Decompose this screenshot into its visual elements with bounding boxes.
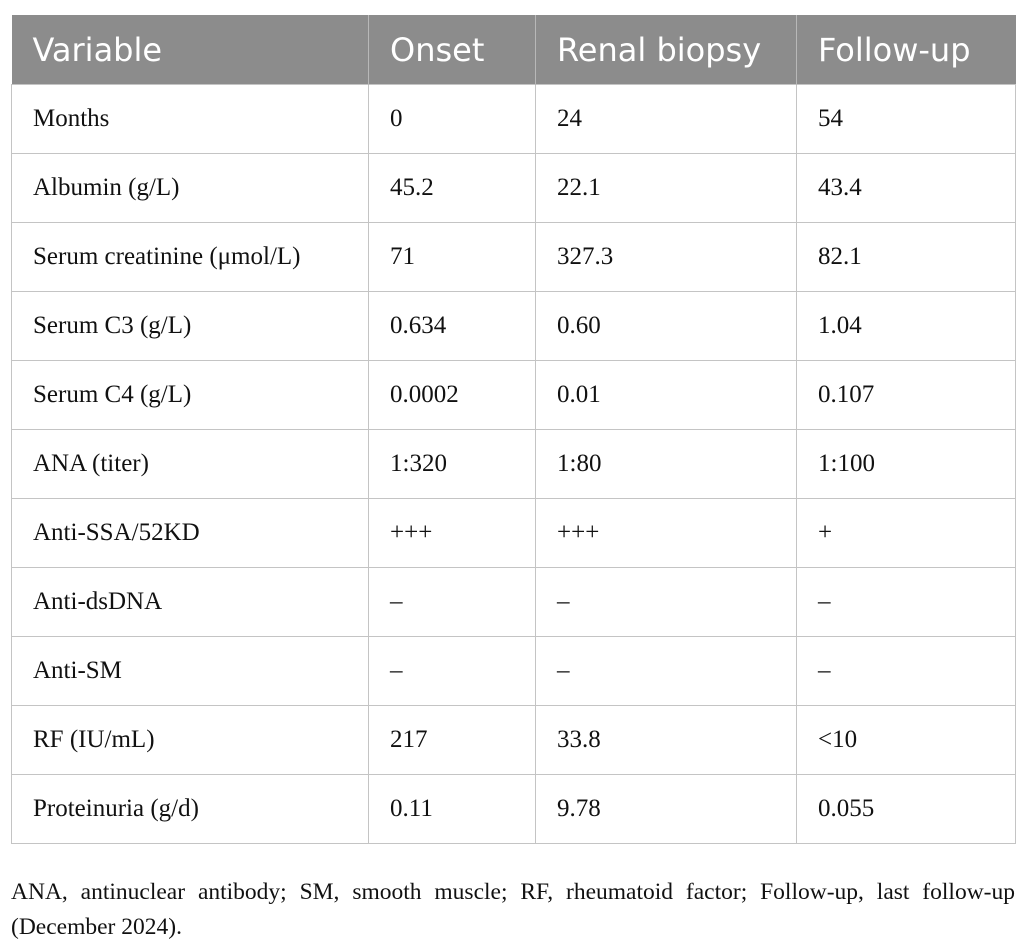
table-row (12, 706, 1016, 775)
cell-onset: 0 (369, 85, 536, 154)
cell-renal-biopsy: +++ (536, 499, 797, 568)
cell-follow-up: 1.04 (797, 292, 1016, 361)
table-header (12, 15, 1016, 85)
table-row (12, 154, 1016, 223)
table-body (12, 85, 1016, 844)
data-table-container (11, 15, 1015, 844)
cell-renal-biopsy: – (536, 568, 797, 637)
cell-renal-biopsy: – (536, 637, 797, 706)
cell-onset: 45.2 (369, 154, 536, 223)
cell-variable: Anti-dsDNA (12, 568, 369, 637)
cell-onset: – (369, 637, 536, 706)
table-row (12, 361, 1016, 430)
table-row (12, 775, 1016, 844)
cell-renal-biopsy: 9.78 (536, 775, 797, 844)
table-row (12, 637, 1016, 706)
cell-variable: Proteinuria (g/d) (12, 775, 369, 844)
table-row (12, 568, 1016, 637)
cell-follow-up: – (797, 568, 1016, 637)
table-footnote: ANA, antinuclear antibody; SM, smooth muscle; RF, rheumatoid factor; Follow-up, last follow-up (December 2024). (11, 878, 1015, 940)
table-row (12, 292, 1016, 361)
cell-variable: Anti-SSA/52KD (12, 499, 369, 568)
cell-variable: RF (IU/mL) (12, 706, 369, 775)
table-row (12, 85, 1016, 154)
cell-renal-biopsy: 22.1 (536, 154, 797, 223)
cell-onset: 1:320 (369, 430, 536, 499)
cell-follow-up: 43.4 (797, 154, 1016, 223)
header-row (12, 15, 1016, 85)
table-row (12, 223, 1016, 292)
cell-follow-up: <10 (797, 706, 1016, 775)
cell-variable: Months (12, 85, 369, 154)
cell-follow-up: 54 (797, 85, 1016, 154)
table-row (12, 430, 1016, 499)
cell-onset: 217 (369, 706, 536, 775)
cell-variable: Albumin (g/L) (12, 154, 369, 223)
cell-renal-biopsy: 0.60 (536, 292, 797, 361)
cell-renal-biopsy: 33.8 (536, 706, 797, 775)
header-onset: Onset (369, 15, 536, 85)
table-row (12, 499, 1016, 568)
cell-renal-biopsy: 24 (536, 85, 797, 154)
cell-onset: 71 (369, 223, 536, 292)
cell-follow-up: 1:100 (797, 430, 1016, 499)
cell-follow-up: + (797, 499, 1016, 568)
cell-onset: 0.0002 (369, 361, 536, 430)
cell-follow-up: 0.055 (797, 775, 1016, 844)
cell-variable: Anti-SM (12, 637, 369, 706)
cell-variable: Serum C3 (g/L) (12, 292, 369, 361)
cell-renal-biopsy: 0.01 (536, 361, 797, 430)
header-follow-up: Follow-up (797, 15, 1016, 85)
cell-renal-biopsy: 327.3 (536, 223, 797, 292)
cell-follow-up: 82.1 (797, 223, 1016, 292)
cell-follow-up: – (797, 637, 1016, 706)
cell-onset: 0.11 (369, 775, 536, 844)
cell-onset: 0.634 (369, 292, 536, 361)
cell-onset: – (369, 568, 536, 637)
cell-variable: ANA (titer) (12, 430, 369, 499)
cell-variable: Serum C4 (g/L) (12, 361, 369, 430)
cell-variable: Serum creatinine (μmol/L) (12, 223, 369, 292)
header-renal-biopsy: Renal biopsy (536, 15, 797, 85)
cell-renal-biopsy: 1:80 (536, 430, 797, 499)
header-variable: Variable (12, 15, 369, 85)
cell-follow-up: 0.107 (797, 361, 1016, 430)
cell-onset: +++ (369, 499, 536, 568)
lab-results-table (11, 15, 1016, 844)
